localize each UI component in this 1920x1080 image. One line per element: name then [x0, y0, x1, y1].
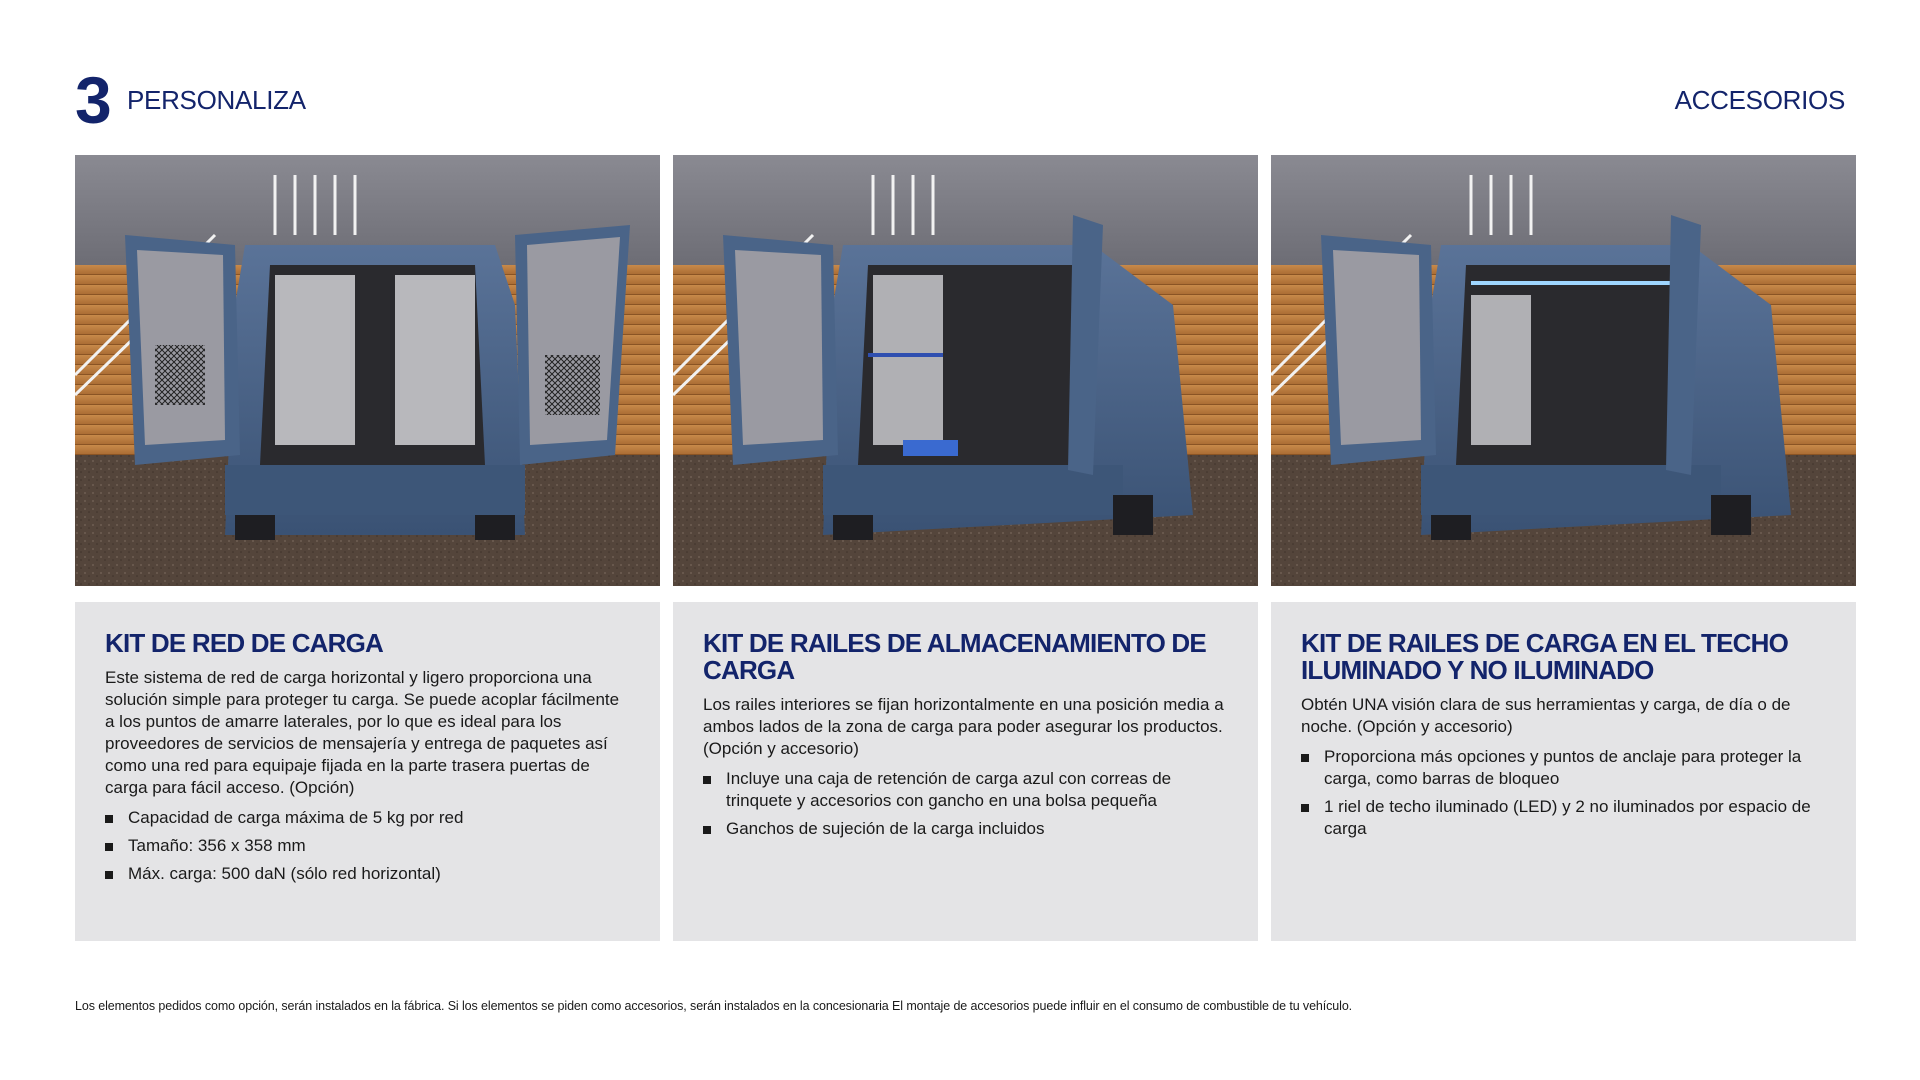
legal-footnote: Los elementos pedidos como opción, serán instalados en la fábrica. Si los elementos se piden como accesorios, serán instalados en la concesionaria El montaje de accesorios puede influir en el consumo de combustible de tu vehículo.	[75, 999, 1353, 1013]
section-title: PERSONALIZA	[127, 85, 306, 115]
card-description: Obtén UNA visión clara de sus herramientas y carga, de día o de noche. (Opción y accesorio)	[1301, 695, 1791, 736]
list-item-text: Ganchos de sujeción de la carga incluidos	[726, 819, 1045, 838]
bullet-square-icon	[703, 826, 711, 834]
accessory-card-cargo-net	[75, 155, 660, 941]
bullet-square-icon	[105, 815, 113, 823]
list-item	[1301, 796, 1826, 840]
card-description: Los railes interiores se fijan horizontalmente en una posición media a ambos lados de la zona de carga para poder asegurar los productos. (Opción y accesorio)	[703, 695, 1224, 758]
feature-list	[105, 807, 630, 885]
list-item	[105, 807, 630, 829]
roof-rails-photo	[1271, 155, 1856, 586]
list-item	[105, 863, 630, 885]
card-title: KIT DE RAILES DE ALMACENAMIENTO DE CARGA	[703, 628, 1206, 685]
list-item-text: Proporciona más opciones y puntos de anclaje para proteger la carga, como barras de bloqueo	[1324, 747, 1802, 788]
card-title: KIT DE RED DE CARGA	[105, 628, 384, 658]
card-title: KIT DE RAILES DE CARGA EN EL TECHO ILUMINADO Y NO ILUMINADO	[1301, 628, 1789, 685]
list-item-text: Tamaño: 356 x 358 mm	[128, 836, 306, 855]
roof-rails-info-panel	[1271, 602, 1856, 941]
feature-list	[703, 768, 1228, 840]
cargo-net-photo	[75, 155, 660, 586]
list-item	[703, 818, 1228, 840]
bullet-square-icon	[703, 776, 711, 784]
list-item	[703, 768, 1228, 812]
list-item-text: Capacidad de carga máxima de 5 kg por red	[128, 808, 464, 827]
bullet-square-icon	[1301, 804, 1309, 812]
list-item-text: Máx. carga: 500 daN (sólo red horizontal)	[128, 864, 441, 883]
storage-rails-info-panel	[673, 602, 1258, 941]
list-item-text: Incluye una caja de retención de carga azul con correas de trinquete y accesorios con gancho en una bolsa pequeña	[726, 769, 1172, 810]
list-item	[1301, 746, 1826, 790]
section-number: 3	[75, 63, 110, 137]
cargo-net-info-panel	[75, 602, 660, 941]
bullet-square-icon	[105, 871, 113, 879]
card-description: Este sistema de red de carga horizontal y ligero proporciona una solución simple para proteger tu carga. Se puede acoplar fácilmente a los puntos de amarre laterales, por lo que es ideal para los proveedores de servicios de mensajería y entrega de paquetes así como una red para equipaje fijada en la parte trasera puertas de carga para fácil acceso. (Opción)	[105, 668, 620, 797]
storage-rails-photo	[673, 155, 1258, 586]
list-item	[105, 835, 630, 857]
list-item-text: 1 riel de techo iluminado (LED) y 2 no iluminados por espacio de carga	[1324, 797, 1811, 838]
accessory-card-storage-rails	[673, 155, 1258, 941]
bullet-square-icon	[1301, 754, 1309, 762]
section-category: ACCESORIOS	[1674, 85, 1845, 115]
accessory-card-roof-rails	[1271, 155, 1856, 941]
feature-list	[1301, 746, 1826, 840]
page-header	[75, 63, 1845, 137]
bullet-square-icon	[105, 843, 113, 851]
